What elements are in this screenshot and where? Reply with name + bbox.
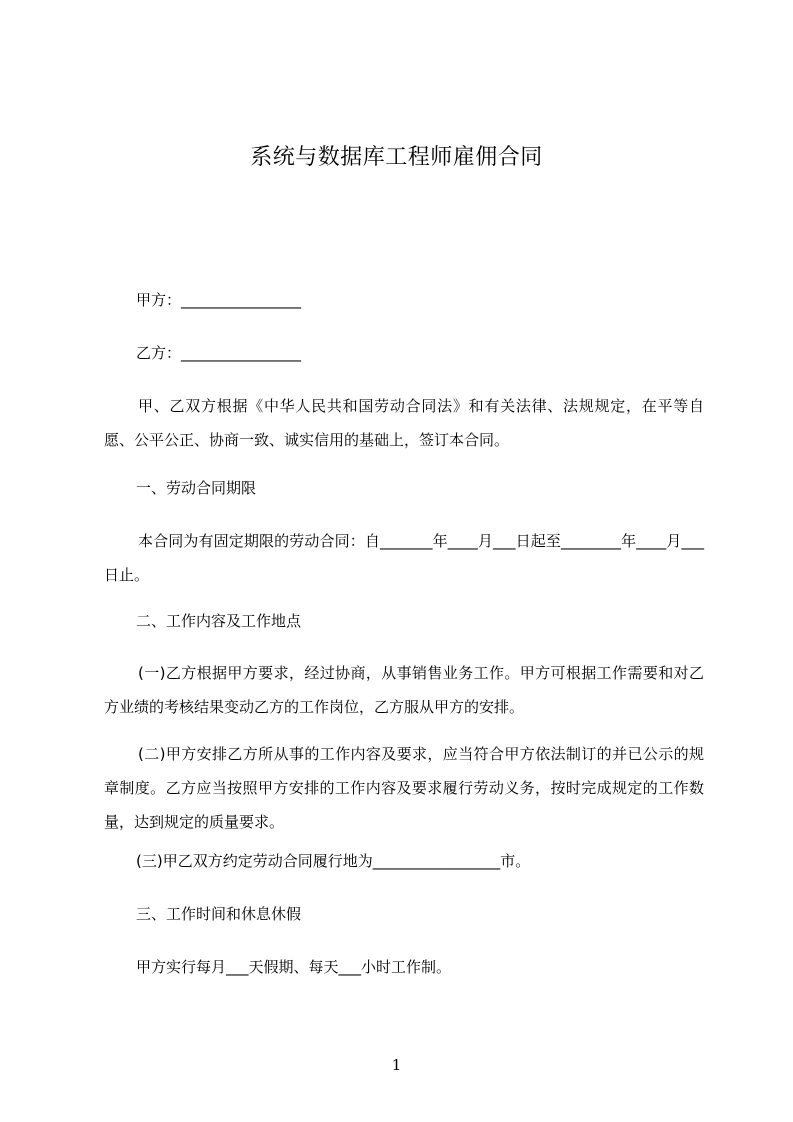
party-a-line: 甲方：________________ xyxy=(136,291,302,309)
page-number: 1 xyxy=(391,1056,402,1074)
section2-heading: 二、工作内容及工作地点 xyxy=(136,612,302,630)
section3-heading: 三、工作时间和休息休假 xyxy=(136,905,302,923)
section2-item1: (一)乙方根据甲方要求，经过协商，从事销售业务工作。甲方可根据工作需要和对乙方业绩的考核结果变动乙方的工作岗位，乙方服从甲方的安排。 xyxy=(104,664,704,716)
section1-paragraph: 本合同为有固定期限的劳动合同：自_______年____月___日起至________年____月___日止。 xyxy=(104,532,704,584)
section3-paragraph: 甲方实行每月___天假期、每天___小时工作制。 xyxy=(136,958,452,976)
document-title: 系统与数据库工程师雇佣合同 xyxy=(250,145,543,170)
intro-paragraph: 甲、乙双方根据《中华人民共和国劳动合同法》和有关法律、法规规定，在平等自愿、公平公正、协商一致、诚实信用的基础上，签订本合同。 xyxy=(104,397,704,449)
section2-item2: (二)甲方安排乙方所从事的工作内容及要求，应当符合甲方依法制订的并已公示的规章制度。乙方应当按照甲方安排的工作内容及要求履行劳动义务，按时完成规定的工作数量，达到规定的质量要求。 xyxy=(104,745,704,831)
section2-item3: (三)甲乙双方约定劳动合同履行地为_________________市。 xyxy=(136,852,531,870)
party-b-line: 乙方：________________ xyxy=(136,344,302,362)
section1-heading: 一、劳动合同期限 xyxy=(136,479,257,497)
